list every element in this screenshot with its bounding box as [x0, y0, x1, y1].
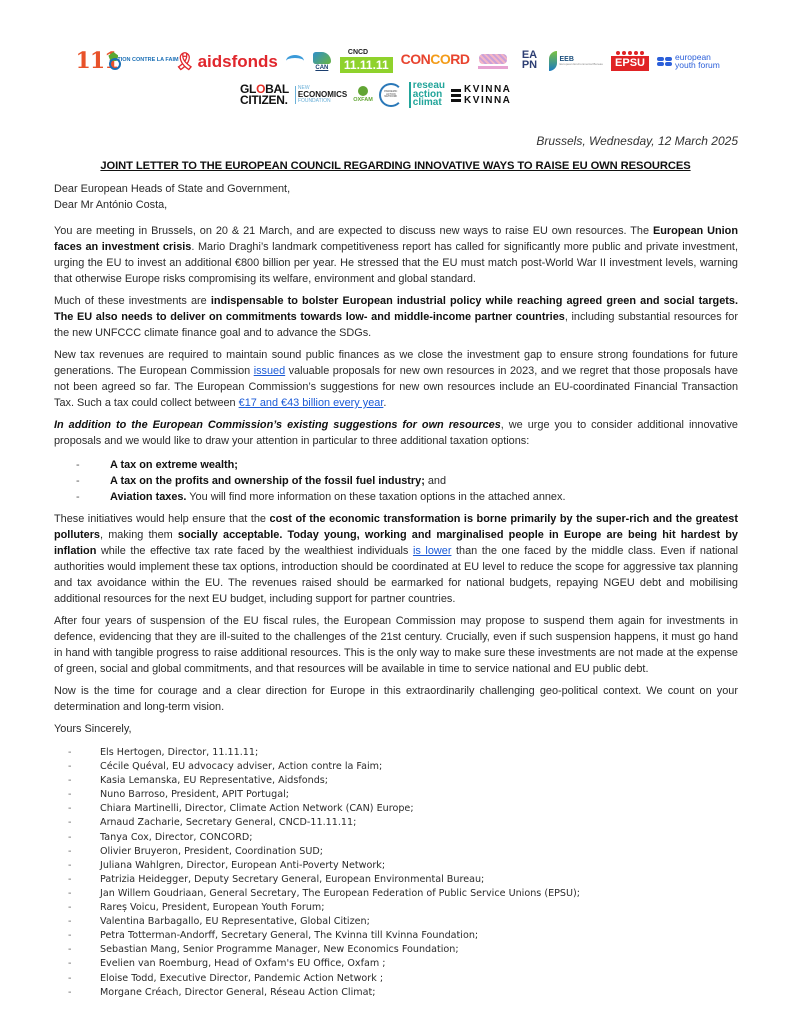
issued-link[interactable]: issued [253, 365, 286, 377]
logo-eeb-icon [549, 51, 603, 71]
logo-can-icon [312, 52, 332, 71]
list-item: - Chiara Martinelli, Director, Climate Action Network (CAN) Europe; [54, 802, 738, 816]
eeb-sub: European Environmental Bureau [559, 62, 604, 66]
p4-bold-italic: In addition to the European Commission’s existing suggestions for own resources [54, 419, 501, 431]
logo-oxfam-icon [353, 86, 373, 104]
logo-kvinna-till-kvinna-icon [451, 84, 511, 106]
paragraph-tax-revenues [54, 347, 738, 411]
list-item: - Eloise Todd, Executive Director, Pandemic Action Network ; [54, 972, 738, 986]
logo-row-top [75, 46, 727, 76]
logo-global-citizen-icon [240, 81, 289, 107]
p5-bold-b: cost of the economic transformation is borne primarily by the super-rich and the greatest polluters [54, 513, 738, 541]
eeb-text: EEB [559, 56, 574, 63]
option-rest: and [424, 475, 447, 487]
list-item: - Arnaud Zacharie, Secretary General, CNCD-11.11.11; [54, 816, 738, 830]
salutation-1: Dear European Heads of State and Government, [54, 183, 291, 195]
logo-row-bottom [240, 80, 511, 110]
letter-body [54, 181, 738, 1000]
csud-dots-icon [479, 54, 507, 64]
cncd-text: CNCD [347, 49, 369, 56]
list-item: - Nuno Barroso, President, APIT Portugal; [54, 788, 738, 802]
list-item: - Sebastian Mang, Senior Programme Manager, New Economics Foundation; [54, 943, 738, 957]
kvinna-line2: KVINNA [464, 95, 512, 106]
list-item [54, 473, 738, 489]
eeb-text-block [559, 56, 603, 66]
p2-text-a: Much of these investments are [54, 295, 211, 307]
logo-european-youth-forum-icon [657, 53, 727, 70]
acf-text: ACTION CONTRE LA FAIM [109, 57, 179, 64]
signatories-list [54, 746, 738, 1000]
csud-bar-icon [478, 66, 508, 69]
rac-line2: action [412, 88, 443, 100]
list-item [54, 489, 738, 505]
p5-text-c: , making them [100, 529, 178, 541]
aidsfonds-text: aidsfonds [197, 51, 278, 71]
list-item: - Olivier Bruyeron, President, Coordination SUD; [54, 845, 738, 859]
paragraph-initiatives [54, 511, 738, 607]
eapn-text-1: EA [521, 49, 538, 62]
taxation-options-list [54, 457, 738, 505]
gc-bal: BAL [265, 81, 289, 96]
kvinna-line1: KVINNA [464, 84, 512, 95]
concord-text-a: CON [400, 51, 431, 67]
paragraph-courage: Now is the time for courage and a clear direction for Europe in this extraordinarily challenging geo-political context. We count on your determination and long-term vision. [54, 685, 738, 713]
p5-text-a: These initiatives would help ensure that the [54, 513, 270, 525]
epsu-dots-icon [616, 51, 644, 55]
concord-text-c: RD [450, 51, 470, 67]
salutation-2: Dear Mr António Costa, [54, 199, 168, 211]
letter-title: JOINT LETTER TO THE EUROPEAN COUNCIL REGARDING INNOVATIVE WAYS TO RAISE EU OWN RESOURCES [100, 160, 691, 172]
list-item: - Evelien van Roemburg, Head of Oxfam's EU Office, Oxfam ; [54, 957, 738, 971]
list-item: - Cécile Quéval, EU advocacy adviser, Action contre la Faim; [54, 760, 738, 774]
logo-cncd-icon [340, 49, 393, 73]
p5-text-f: than the one faced by the middle class. Even if national authorities would implement these tax options, introduction should be coordinated at EU level to reduce the scope for aggressive tax planning and tax avoidance within the EU. The revenues raised should be earmarked for national budgets, repaying NGEU debt and mobilising additional resources for the next EU budget, including support for partner countries. [54, 545, 738, 605]
option-bold: A tax on the profits and ownership of the fossil fuel industry; [110, 475, 425, 487]
eeb-leaf-icon [549, 51, 557, 71]
p2-text-c: , including substantial resources for the new UNFCCC climate finance goal and to advance the SDGs. [54, 311, 738, 339]
list-item [54, 457, 738, 473]
kvinna-text [464, 84, 511, 106]
p3-text-c: . [383, 397, 387, 409]
option-bold: A tax on extreme wealth; [110, 459, 238, 471]
eyf-mark-icon [657, 57, 672, 66]
paragraph-additional-proposals [54, 417, 738, 449]
concord-text [401, 52, 470, 66]
logo-reseau-action-climat-icon [409, 82, 445, 108]
list-item: - Jan Willem Goudriaan, General Secretary, The European Federation of Public Service Unions (EPSU); [54, 887, 738, 901]
logo-aidsfonds-icon [174, 53, 278, 70]
paragraph-investment-crisis [54, 223, 738, 287]
can-text: CAN [315, 64, 329, 71]
list-item: - Petra Totterman-Andorff, Secretary General, The Kvinna till Kvinna Foundation; [54, 929, 738, 943]
concord-text-b: CO [430, 51, 451, 67]
eapn-text-2: PN [521, 59, 538, 71]
logo-action-contre-la-faim-icon [109, 52, 179, 70]
list-item: - Els Hertogen, Director, 11.11.11; [54, 746, 738, 760]
gc-gl: GL [240, 81, 257, 96]
list-item: - Patrizia Heidegger, Deputy Secretary General, European Environmental Bureau; [54, 873, 738, 887]
list-item: - Valentina Barbagallo, EU Representative, Global Citizen; [54, 915, 738, 929]
logo-eapn-icon [517, 51, 541, 71]
nef-line2: ECONOMICS [297, 89, 348, 99]
paragraph-fiscal-rules: After four years of suspension of the EU fiscal rules, the European Commission may propose to suspend them again for investments in defence, evidencing that they are ill-suited to the challenges of the 21st century. Crucially, even if such suspension happens, it must go hand in hand with tangible progress to raise additional resources. This is the only way to make sure these investments are not made at the expense of green, social and global commitments, and that resources will be available in time to service national and EU public debt. [54, 615, 738, 675]
gc-o: O [256, 81, 266, 96]
logo-111-icon [75, 48, 119, 74]
p1-text-a: You are meeting in Brussels, on 20 & 21 March, and are expected to discuss new ways to raise EU own resources. The [54, 225, 653, 237]
p1-bold: European Union faces an investment crisis [54, 225, 738, 253]
nef-line1: NEW [297, 84, 310, 91]
letter-date: Brussels, Wednesday, 12 March 2025 [536, 134, 738, 148]
list-item: - Juliana Wahlgren, Director, European Anti-Poverty Network; [54, 859, 738, 873]
logo-coordination-sud-icon [477, 51, 509, 71]
can-mark-icon [313, 52, 331, 64]
option-bold: Aviation taxes. [110, 491, 187, 503]
list-item: - Kasia Lemanska, EU Representative, Aidsfonds; [54, 774, 738, 788]
logo-epsu-icon [611, 51, 649, 71]
is-lower-link[interactable]: is lower [412, 545, 452, 557]
oxfam-circle-icon [358, 86, 368, 96]
kvinna-bars-icon [451, 89, 461, 102]
logo-111-text: 111 [75, 48, 119, 74]
logo-concord-icon [401, 52, 470, 70]
logo-pandemic-action-network-icon [379, 83, 403, 107]
gc-line2: CITIZEN. [240, 93, 288, 107]
ftt-revenue-link[interactable]: €17 and €43 billion every year [238, 397, 384, 409]
rac-line1: reseau [412, 80, 446, 92]
concord-sub [435, 67, 436, 70]
list-item: - Rareș Voicu, President, European Youth Forum; [54, 901, 738, 915]
list-item: - Tanya Cox, Director, CONCORD; [54, 831, 738, 845]
p1-text-c: . Mario Draghi’s landmark competitiveness report has called for significantly more public and private investment, urging the EU to invest an additional €800 billion per year. He stressed that the EU must match post-World War II investment levels, warning that otherwise Europe risks compromising its welfare, environment and global standard. [54, 241, 738, 285]
p5-bold-d: socially acceptable. Today young, working and marginalised people in Europe are being hit hardest by inflation [54, 529, 738, 557]
paragraph-industrial-policy [54, 293, 738, 341]
rac-line3: climat [412, 97, 442, 109]
red-ribbon-icon: 🎗︎ [174, 51, 196, 71]
closing: Yours Sincerely, [54, 723, 132, 735]
eyf-text: european youth forum [674, 51, 720, 70]
option-rest: You will find more information on these taxation options in the attached annex. [186, 491, 566, 503]
oxfam-text: OXFAM [353, 97, 373, 104]
p2-bold: indispensable to bolster European industrial policy while reaching agreed green and social targets. The EU also needs to deliver on commitments towards low- and middle-income partner countries [54, 295, 738, 323]
cncd-111111-text: 11.11.11 [340, 57, 393, 73]
list-item: - Morgane Créach, Director General, Réseau Action Climat; [54, 986, 738, 1000]
nef-line3: FOUNDATION [297, 98, 331, 105]
p3-text-a: New tax revenues are required to maintain sound public finances as we close the investment gap to ensure strong foundations for future generations. The European Commission [54, 349, 738, 377]
p3-text-b: valuable proposals for new own resources in 2023, and we regret that those proposals have not been agreed so far. The European Commission’s suggestions for new own resources include an EU-coordinated Financial Transaction Tax. Such a tax could collect between [54, 365, 738, 409]
logo-apit-icon [286, 55, 304, 67]
logo-new-economics-foundation-icon [295, 86, 347, 105]
p4-text-b: , we urge you to consider additional innovative proposals and we would like to draw your attention in particular to three additional taxation options: [54, 419, 738, 447]
epsu-text: EPSU [611, 56, 649, 71]
pan-text: PANDEMIC ACTION NETWORK [384, 90, 398, 99]
p5-text-e: while the effective tax rate faced by the wealthiest individuals [96, 545, 413, 557]
